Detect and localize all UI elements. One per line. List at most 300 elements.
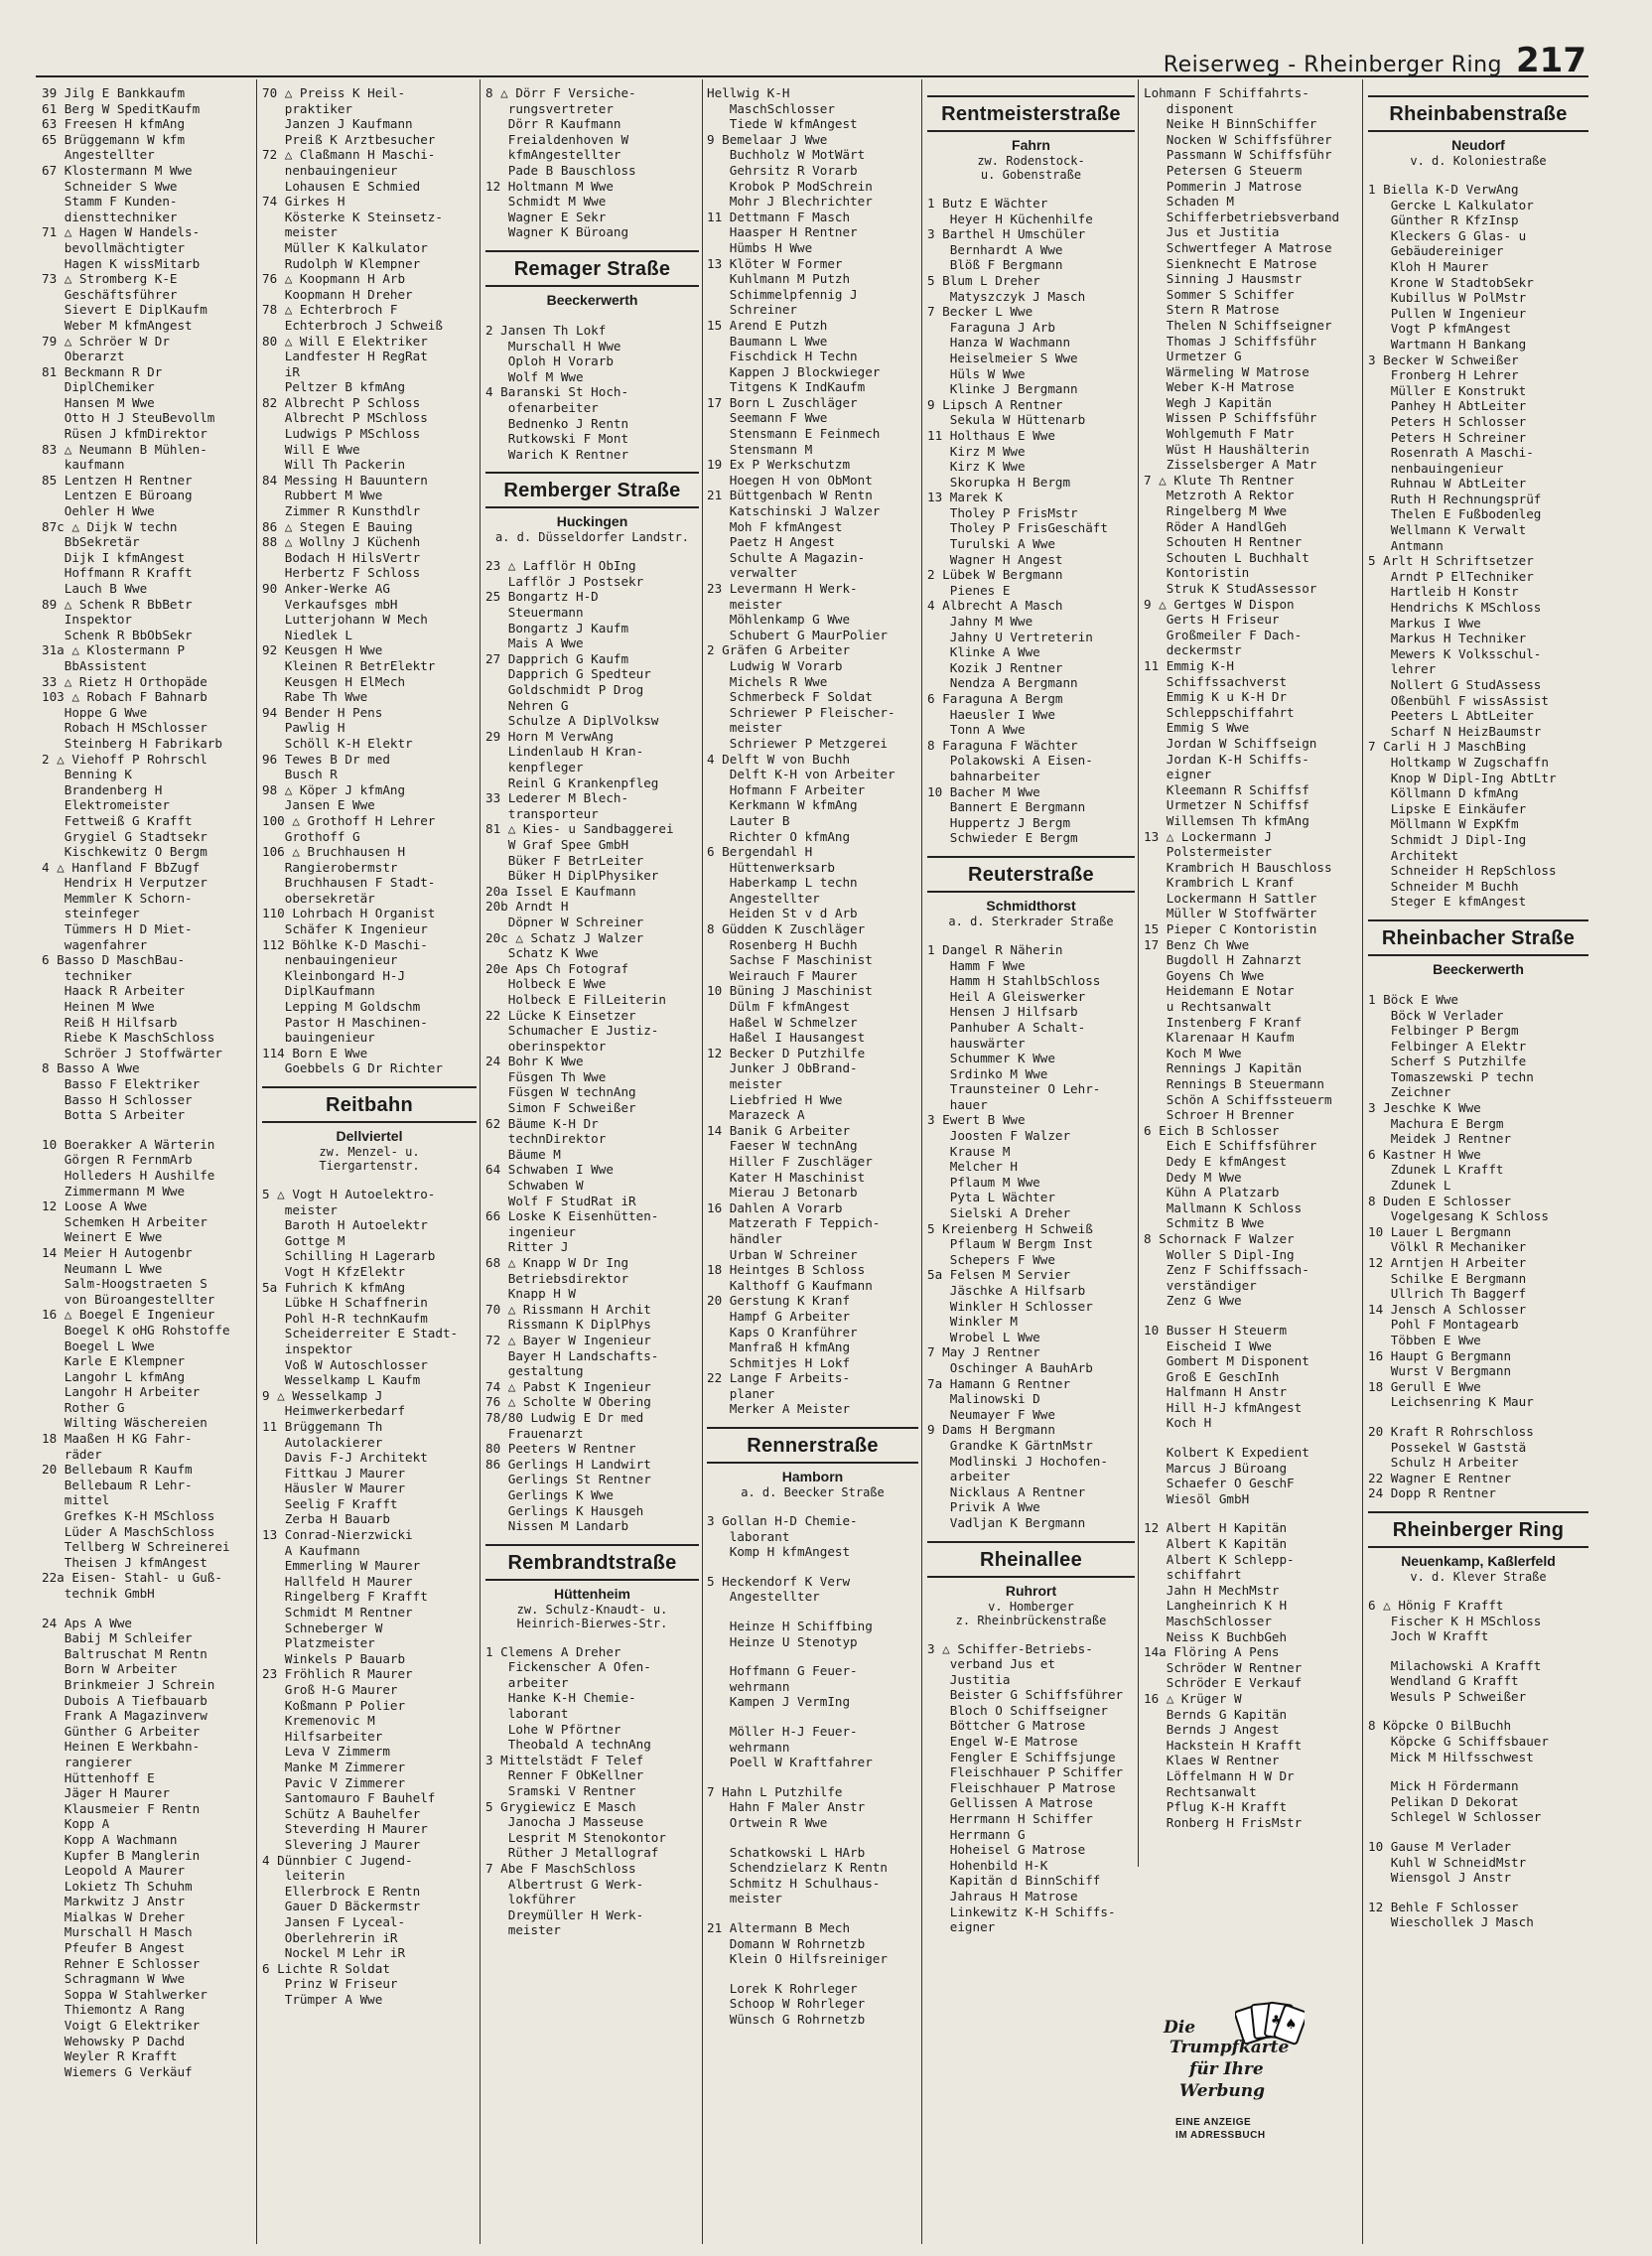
directory-entry: Autolackierer xyxy=(262,1434,383,1450)
directory-entry: 3 △ Schiffer-Betriebs- xyxy=(927,1640,1093,1656)
directory-entry: Hoegen H von ObMont xyxy=(707,472,873,488)
directory-entry: Trümper A Wwe xyxy=(262,1991,383,2007)
street-heading: Rheinberger Ring xyxy=(1368,1511,1588,1548)
directory-entry: 17 Benz Ch Wwe xyxy=(1144,936,1250,952)
directory-entry: Gombert M Disponent xyxy=(1144,1353,1309,1369)
directory-entry: Dedy M Wwe xyxy=(1144,1169,1242,1185)
directory-entry: Faeser W technAng xyxy=(707,1138,858,1154)
directory-entry: Schulze A DiplVolksw xyxy=(485,713,659,729)
district-name: Beeckerwerth xyxy=(546,291,638,308)
directory-entry: 8 Basso A Wwe xyxy=(42,1060,140,1076)
street-location-note: Tiergartenstr. xyxy=(319,1159,420,1173)
directory-entry: Jäger H Maurer xyxy=(42,1785,170,1801)
directory-entry: Lauch B Wwe xyxy=(42,581,148,596)
directory-entry: Steverding H Maurer xyxy=(262,1821,428,1837)
entry-spacer xyxy=(42,1602,254,1616)
directory-entry: Privik A Wwe xyxy=(927,1499,1040,1515)
directory-entry: Fettweiß G Krafft xyxy=(42,812,193,828)
directory-entry: Zisselsberger A Matr xyxy=(1144,457,1317,473)
directory-entry: 3 Becker W Schweißer xyxy=(1368,352,1519,367)
directory-entry: rungsvertreter xyxy=(485,100,614,116)
directory-entry: Lohausen E Schmied xyxy=(262,178,421,194)
directory-entry: Klausmeier F Rentn xyxy=(42,1800,201,1816)
directory-entry: Rosenrath A Maschi- xyxy=(1368,445,1534,461)
directory-entry: 2 △ Viehoff P Rohrschl xyxy=(42,751,207,767)
directory-entry: 92 Keusgen H Wwe xyxy=(262,642,383,658)
directory-entry: Schouten L Buchhalt xyxy=(1144,549,1309,565)
directory-entry: 7 △ Klute Th Rentner xyxy=(1144,472,1295,488)
directory-entry: 29 Horn M VerwAng xyxy=(485,728,614,744)
entry-spacer xyxy=(1368,978,1588,992)
directory-entry: Antmann xyxy=(1368,537,1444,553)
directory-entry: 79 △ Schröer W Dr xyxy=(42,333,170,349)
directory-entry: Döpner W Schreiner xyxy=(485,914,644,929)
district-name: Fahrn xyxy=(1012,137,1050,153)
directory-entry: 13 Conrad-Nierzwicki xyxy=(262,1527,413,1543)
directory-entry: Sommer S Schiffer xyxy=(1144,286,1295,302)
directory-entry: 24 Aps A Wwe xyxy=(42,1615,132,1630)
directory-entry: Melcher H xyxy=(927,1159,1018,1175)
directory-entry: Kirz K Wwe xyxy=(927,459,1026,475)
street-location-note: v. d. Koloniestraße xyxy=(1410,154,1547,168)
directory-entry: Kirz M Wwe xyxy=(927,443,1026,459)
directory-entry: Echterbroch J Schweiß xyxy=(262,317,443,333)
directory-entry: 1 Biella K-D VerwAng xyxy=(1368,182,1519,197)
directory-entry: Lübke H Schaffnerin xyxy=(262,1295,428,1311)
directory-entry: Krone W StadtobSekr xyxy=(1368,274,1534,290)
directory-entry: Dülm F kfmAngest xyxy=(707,999,851,1015)
directory-entry: Holbeck E FilLeiterin xyxy=(485,991,666,1007)
directory-entry: Rechtsanwalt xyxy=(1144,1783,1257,1799)
directory-entry: 5 Kreienberg H Schweiß xyxy=(927,1220,1093,1236)
directory-entry: Löffelmann H W Dr xyxy=(1144,1767,1295,1783)
directory-entry: Fittkau J Maurer xyxy=(262,1465,406,1480)
directory-entry: oberinspektor xyxy=(485,1038,607,1054)
directory-entry: 61 Berg W SpeditKaufm xyxy=(42,100,201,116)
directory-entry: Buchholz W MotWärt xyxy=(707,147,866,163)
directory-entry: iR xyxy=(262,363,300,379)
directory-entry: 12 Becker D Putzhilfe xyxy=(707,1045,866,1060)
directory-entry: Possekel W Gaststä xyxy=(1368,1439,1527,1455)
directory-column-6 xyxy=(1144,85,1358,2250)
directory-entry: Gauer D Bäckermstr xyxy=(262,1899,421,1914)
directory-entry: 72 △ Bayer W Ingenieur xyxy=(485,1332,651,1347)
district-name: Dellviertel xyxy=(336,1128,403,1144)
directory-entry: Wurst V Bergmann xyxy=(1368,1363,1512,1379)
directory-entry: Schilke E Bergmann xyxy=(1368,1270,1527,1286)
directory-entry: Markus H Techniker xyxy=(1368,631,1527,646)
directory-entry: Klein O Hilfsreiniger xyxy=(707,1951,888,1967)
directory-entry: Koßmann P Polier xyxy=(262,1697,406,1713)
directory-entry: Wesselkamp L Kaufm xyxy=(262,1372,421,1388)
directory-entry: Rennings J Kapitän xyxy=(1144,1060,1303,1076)
directory-entry: Urmetzer N Schiffsf xyxy=(1144,797,1309,813)
directory-entry: Scherf S Putzhilfe xyxy=(1368,1054,1527,1069)
street-heading: Remberger Straße xyxy=(485,472,699,508)
directory-entry: 27 Dapprich G Kaufm xyxy=(485,650,629,666)
directory-entry: Jus et Justitia xyxy=(1144,224,1280,240)
directory-entry: Stensmann M xyxy=(707,441,813,457)
directory-entry: Oßenbühl F wissAssist xyxy=(1368,692,1549,708)
directory-entry: Merker A Meister xyxy=(707,1401,851,1417)
directory-entry: Tholey P FrisGeschäft xyxy=(927,520,1108,536)
directory-entry: Mohr J Blechrichter xyxy=(707,194,873,210)
directory-entry: 6 Faraguna A Bergm xyxy=(927,691,1063,706)
directory-entry: Wieschollek J Masch xyxy=(1368,1914,1534,1930)
advertisement xyxy=(1150,1998,1316,2147)
directory-entry: 6 Eich B Schlosser xyxy=(1144,1122,1280,1138)
directory-entry: Koopmann H Dreher xyxy=(262,286,413,302)
directory-entry: 20e Aps Ch Fotograf xyxy=(485,960,629,976)
directory-entry: Mewers K Volksschul- xyxy=(1368,645,1542,661)
directory-entry: 3 Barthel H Umschüler xyxy=(927,226,1086,242)
directory-entry: 98 △ Köper J kfmAng xyxy=(262,781,406,797)
directory-entry: kfmAngestellter xyxy=(485,147,621,163)
directory-entry: 10 Bacher M Wwe xyxy=(927,783,1040,799)
directory-entry: Albert K Kapitän xyxy=(1144,1536,1288,1552)
directory-entry: Schmitz H Schulhaus- xyxy=(707,1875,881,1891)
directory-entry: leiterin xyxy=(262,1868,345,1884)
directory-entry: Theisen J kfmAngest xyxy=(42,1554,207,1570)
directory-entry: Rudolph W Klempner xyxy=(262,255,421,271)
directory-entry: 10 Boerakker A Wärterin xyxy=(42,1136,215,1152)
directory-entry: Wünsch G Rohrnetzb xyxy=(707,2011,866,2027)
directory-entry: Peters H Schreiner xyxy=(1368,429,1527,445)
directory-entry: Röder A HandlGeh xyxy=(1144,518,1288,534)
directory-entry: Gerlings K Hausgeh xyxy=(485,1502,644,1518)
directory-entry: 5a Fuhrich K kfmAng xyxy=(262,1279,406,1295)
directory-entry: Schemken H Arbeiter xyxy=(42,1213,207,1229)
directory-entry: 2 Jansen Th Lokf xyxy=(485,322,607,338)
directory-entry: 23 Fröhlich R Maurer xyxy=(262,1666,413,1682)
directory-entry: Baumann L Wwe xyxy=(707,333,828,349)
directory-entry: Schriewer P Fleischer- xyxy=(707,704,895,720)
directory-entry: Pienes E xyxy=(927,582,1011,598)
directory-entry: Schoop W Rohrleger xyxy=(707,1996,866,2012)
directory-entry: Albertrust G Werk- xyxy=(485,1876,644,1892)
directory-entry: Pohl H-R technKaufm xyxy=(262,1310,428,1326)
directory-entry: 7 Carli H J MaschBing xyxy=(1368,739,1527,755)
directory-entry: wagenfahrer xyxy=(42,936,148,952)
directory-entry: Bugdoll H Zahnarzt xyxy=(1144,952,1303,968)
directory-entry: meister xyxy=(707,596,782,612)
directory-entry: Sekula W Hüttenarb xyxy=(927,412,1086,428)
directory-entry: Jansen E Wwe xyxy=(262,797,375,813)
directory-entry: Wehowsky P Dachd xyxy=(42,2033,186,2048)
directory-entry: Frank A Magazinverw xyxy=(42,1708,207,1724)
directory-entry: gestaltung xyxy=(485,1363,584,1379)
directory-entry: Lesprit M Stenokontor xyxy=(485,1829,666,1845)
directory-entry: Steger E kfmAngest xyxy=(1368,894,1527,910)
directory-entry: Schaden M xyxy=(1144,194,1234,210)
directory-entry: Rüther J Metallograf xyxy=(485,1845,659,1861)
directory-entry: Meidek J Rentner xyxy=(1368,1131,1512,1147)
directory-entry: lokführer xyxy=(485,1892,576,1907)
directory-entry: Wissen P Schiffsführ xyxy=(1144,410,1317,426)
directory-entry: Dubois A Tiefbauarb xyxy=(42,1692,207,1708)
directory-entry: 13 △ Lockermann J xyxy=(1144,828,1272,844)
directory-entry: Klarenaar H Kaufm xyxy=(1144,1030,1295,1046)
directory-entry: 12 Behle F Schlosser xyxy=(1368,1899,1519,1914)
directory-entry: Oschinger A BauhArb xyxy=(927,1359,1093,1375)
directory-entry: Schulte A Magazin- xyxy=(707,549,866,565)
ad-line-1: Die xyxy=(1164,2018,1196,2038)
directory-entry: Schumacher E Justiz- xyxy=(485,1023,659,1039)
directory-entry: Langohr L kfmAng xyxy=(42,1368,186,1384)
directory-entry: Mais A Wwe xyxy=(485,635,584,651)
directory-entry: technik GmbH xyxy=(42,1586,155,1601)
directory-entry: Fronberg H Lehrer xyxy=(1368,367,1519,383)
directory-entry: transporteur xyxy=(485,805,599,821)
district-name: Neudorf xyxy=(1451,137,1505,153)
directory-entry: Kerkmann W kfmAng xyxy=(707,797,858,813)
directory-entry: 11 Dettmann F Masch xyxy=(707,209,851,224)
directory-entry: wehrmann xyxy=(707,1678,790,1694)
directory-entry: Marcus J Büroang xyxy=(1144,1460,1288,1476)
directory-entry: Herrmann H Schiffer xyxy=(927,1811,1093,1827)
directory-entry: steinfeger xyxy=(42,906,140,921)
entry-spacer xyxy=(927,182,1135,196)
directory-entry: Beister G Schiffsführer xyxy=(927,1687,1124,1703)
directory-entry: Niedlek L xyxy=(262,627,352,642)
directory-entry: Pyta L Wächter xyxy=(927,1190,1055,1205)
directory-entry: Pflug K-H Krafft xyxy=(1144,1799,1288,1815)
column-divider xyxy=(1362,79,1363,2244)
directory-entry: Kloh H Maurer xyxy=(1368,258,1489,274)
directory-entry: Görgen R FernmArb xyxy=(42,1152,193,1168)
directory-entry: von Büroangestellter xyxy=(42,1291,215,1307)
directory-entry: Marazeck A xyxy=(707,1107,805,1123)
district-name: Hamborn xyxy=(781,1469,844,1485)
directory-entry: Schröer J Stoffwärter xyxy=(42,1045,222,1060)
directory-entry: Landfester H RegRat xyxy=(262,349,428,364)
directory-entry: DiplChemiker xyxy=(42,379,155,395)
directory-entry: ingenieur xyxy=(485,1223,576,1239)
directory-entry: Markus I Wwe xyxy=(1368,615,1481,631)
directory-entry: Gerlings K Wwe xyxy=(485,1486,614,1502)
directory-entry: meister xyxy=(707,720,782,736)
directory-entry: nenbauingenieur xyxy=(262,162,398,178)
directory-entry: Hahn F Maler Anstr xyxy=(707,1799,866,1815)
street-location-note: a. d. Sterkrader Straße xyxy=(948,914,1114,928)
directory-entry: 9 Bemelaar J Wwe xyxy=(707,131,828,147)
directory-entry: Soppa W Stahlwerker xyxy=(42,1986,207,2002)
directory-entry: Seemann F Wwe xyxy=(707,410,828,426)
directory-entry: Jordan K-H Schiffs- xyxy=(1144,751,1309,767)
directory-entry: Fickenscher A Ofen- xyxy=(485,1659,651,1675)
directory-entry: Köllmann D kfmAng xyxy=(1368,785,1519,801)
directory-entry: Wolf M Wwe xyxy=(485,368,584,384)
directory-entry: Instenberg F Kranf xyxy=(1144,1014,1303,1030)
directory-entry: planer xyxy=(707,1385,775,1401)
directory-entry: Reiß H Hilfsarb xyxy=(42,1014,178,1030)
directory-entry: 9 Lipsch A Rentner xyxy=(927,396,1063,412)
directory-entry: 3 Mittelstädt F Telef xyxy=(485,1752,644,1767)
directory-entry: Joch W Krafft xyxy=(1368,1628,1489,1644)
directory-entry: Rutkowski F Mont xyxy=(485,431,629,447)
directory-entry: 81 △ Kies- u Sandbaggerei xyxy=(485,821,674,837)
directory-entry: Groß E GeschInh xyxy=(1144,1368,1280,1384)
directory-entry: 90 Anker-Werke AG xyxy=(262,581,390,596)
directory-entry: Lafflör J Postsekr xyxy=(485,573,644,589)
directory-entry: Nollert G StudAssess xyxy=(1368,677,1542,692)
directory-entry: Brinkmeier J Schrein xyxy=(42,1676,215,1692)
directory-entry: Krobok P ModSchrein xyxy=(707,178,873,194)
directory-entry: Klinke J Bergmann xyxy=(927,381,1078,397)
directory-entry: Schleppschiffahrt xyxy=(1144,704,1295,720)
directory-entry: Peltzer B kfmAng xyxy=(262,379,406,395)
directory-entry: Tonn A Wwe xyxy=(927,722,1026,738)
directory-entry: 18 Maaßen H KG Fahr- xyxy=(42,1431,193,1447)
directory-entry: Schimmelpfennig J xyxy=(707,286,858,302)
directory-entry: Hallfeld H Maurer xyxy=(262,1573,413,1589)
directory-entry: Polakowski A Eisen- xyxy=(927,753,1093,769)
directory-entry: Gellissen A Matrose xyxy=(927,1795,1093,1811)
directory-entry: Klinke A Wwe xyxy=(927,644,1040,660)
directory-entry: Vogt P kfmAngest xyxy=(1368,321,1512,337)
directory-entry: Botta S Arbeiter xyxy=(42,1107,186,1123)
column-divider xyxy=(256,79,257,2244)
directory-entry: Hüttenwerksarb xyxy=(707,859,835,875)
directory-entry: 23 Levermann H Werk- xyxy=(707,581,858,596)
directory-entry: Schneider M Buchh xyxy=(1368,878,1519,894)
directory-entry: Weber K-H Matrose xyxy=(1144,379,1295,395)
column-divider xyxy=(921,79,922,2244)
directory-entry: Inspektor xyxy=(42,612,132,628)
directory-entry: 100 △ Grothoff H Lehrer xyxy=(262,812,436,828)
entry-spacer xyxy=(1144,1309,1358,1323)
directory-entry: 74 Girkes H xyxy=(262,194,345,210)
directory-entry: Goebbels G Dr Richter xyxy=(262,1060,443,1076)
directory-entry: Wagner H Angest xyxy=(927,551,1063,567)
directory-entry: meister xyxy=(485,1922,561,1938)
directory-entry: Zeichner xyxy=(1368,1084,1451,1100)
directory-entry: Peeters L AbtLeiter xyxy=(1368,708,1534,724)
directory-entry: Schummer K Wwe xyxy=(927,1051,1055,1066)
directory-entry: 89 △ Schenk R BbBetr xyxy=(42,596,193,612)
directory-entry: Heimwerkerbedarf xyxy=(262,1403,406,1419)
directory-entry: Hoheisel G Matrose xyxy=(927,1842,1086,1858)
directory-entry: 67 Klostermann M Wwe xyxy=(42,162,193,178)
directory-entry: Rehner E Schlosser xyxy=(42,1955,201,1971)
directory-entry: Rosenberg H Buchh xyxy=(707,936,858,952)
directory-entry: Oploh H Vorarb xyxy=(485,353,614,369)
directory-entry: 80 Peeters W Rentner xyxy=(485,1441,636,1457)
directory-entry: Dörr R Kaufmann xyxy=(485,116,621,132)
directory-entry: Babij M Schleifer xyxy=(42,1630,193,1646)
directory-entry: Fengler E Schiffsjunge xyxy=(927,1749,1116,1764)
directory-entry: 87c △ Dijk W techn xyxy=(42,518,178,534)
directory-entry: 76 △ Koopmann H Arb xyxy=(262,271,406,287)
directory-entry: 4 Albrecht A Masch xyxy=(927,598,1063,614)
directory-entry: Ludwigs P MSchloss xyxy=(262,426,421,442)
directory-entry: BbSekretär xyxy=(42,534,140,550)
directory-entry: Thelen N Schiffseigner xyxy=(1144,317,1332,333)
directory-entry: Haberkamp L techn xyxy=(707,875,858,891)
directory-entry: hauswärter xyxy=(927,1035,1026,1051)
directory-entry: Weirauch F Maurer xyxy=(707,967,858,983)
directory-entry: Tiede W kfmAngest xyxy=(707,116,858,132)
directory-entry: Verkaufsges mbH xyxy=(262,596,398,612)
directory-entry: Keusgen H ElMech xyxy=(262,673,406,689)
directory-entry: Woller S Dipl-Ing xyxy=(1144,1246,1295,1262)
directory-entry: obersekretär xyxy=(262,890,375,906)
directory-entry: Schmidt M Rentner xyxy=(262,1605,413,1621)
column-divider xyxy=(480,79,481,2244)
directory-entry: Rubbert M Wwe xyxy=(262,488,383,503)
svg-text:♣: ♣ xyxy=(1271,2013,1282,2027)
directory-entry: 8 Schornack F Walzer xyxy=(1144,1230,1295,1246)
directory-entry: Schneider H RepSchloss xyxy=(1368,863,1557,879)
directory-entry: Busch R xyxy=(262,767,338,782)
directory-entry: Kozik J Rentner xyxy=(927,659,1063,675)
directory-entry: Simon F Schweißer xyxy=(485,1100,636,1116)
directory-entry: Schroer H Brenner xyxy=(1144,1107,1295,1123)
directory-entry: Justitia xyxy=(927,1671,1011,1687)
directory-entry: 8 △ Dörr F Versiche- xyxy=(485,85,636,100)
directory-entry: 8 Güdden K Zuschläger xyxy=(707,921,866,937)
directory-entry: 5 Blum L Dreher xyxy=(927,272,1040,288)
directory-entry: 10 Lauer L Bergmann xyxy=(1368,1223,1512,1239)
directory-entry: 12 Holtmann M Wwe xyxy=(485,178,614,194)
directory-entry: inspektor xyxy=(262,1340,352,1356)
directory-entry: Rangierobermstr xyxy=(262,859,398,875)
directory-entry: DiplKaufmann xyxy=(262,983,375,999)
directory-entry: Wesuls P Schweißer xyxy=(1368,1688,1527,1704)
page-number: 217 xyxy=(1516,41,1586,80)
street-heading: Reuterstraße xyxy=(927,856,1135,893)
directory-entry: Passmann W Schiffsführ xyxy=(1144,147,1332,163)
directory-entry: Rother G xyxy=(42,1399,125,1415)
directory-entry: 4 △ Hanfland F BbZugf xyxy=(42,859,201,875)
directory-entry: Ullrich Th Baggerf xyxy=(1368,1286,1527,1302)
directory-entry: Holtkamp W Zugschaffn xyxy=(1368,754,1549,770)
directory-entry: Kaps O Kranführer xyxy=(707,1324,858,1340)
directory-entry: Fleischhauer P Schiffer xyxy=(927,1764,1124,1780)
directory-entry: Böck W Verlader xyxy=(1368,1007,1504,1023)
directory-entry: laborant xyxy=(707,1528,790,1544)
directory-entry: Hoffmann R Krafft xyxy=(42,565,193,581)
directory-entry: mittel xyxy=(42,1492,110,1508)
directory-entry: Born W Arbeiter xyxy=(42,1661,178,1677)
street-heading: Remager Straße xyxy=(485,250,699,287)
directory-entry: Tomaszewski P techn xyxy=(1368,1068,1534,1084)
directory-entry: Wiesöl GmbH xyxy=(1144,1490,1250,1506)
directory-entry: Jahny M Wwe xyxy=(927,614,1033,630)
directory-entry: Nehren G xyxy=(485,697,569,713)
directory-entry: Zenz G Wwe xyxy=(1144,1293,1242,1309)
directory-entry: 13 Marek K xyxy=(927,490,1003,505)
directory-entry: Heinze H Schiffbing xyxy=(707,1619,873,1634)
directory-entry: Brandenberg H xyxy=(42,781,163,797)
directory-entry: 7a Hamann G Rentner xyxy=(927,1375,1071,1391)
directory-entry: Engel W-E Matrose xyxy=(927,1734,1078,1750)
directory-entry: laborant xyxy=(485,1706,569,1722)
directory-entry: 11 Brüggemann Th xyxy=(262,1418,383,1434)
directory-entry: Hensen J Hilfsarb xyxy=(927,1004,1078,1020)
directory-entry: Schmidt M Wwe xyxy=(485,194,607,210)
directory-entry: Karle E Klempner xyxy=(42,1353,186,1369)
directory-entry: Vogt H KfzElektr xyxy=(262,1263,406,1279)
directory-entry: Stamm F Kunden- xyxy=(42,194,178,210)
directory-entry: Sramski V Rentner xyxy=(485,1783,636,1799)
directory-entry: Heiselmeier S Wwe xyxy=(927,350,1078,365)
street-location-note: a. d. Beecker Straße xyxy=(741,1485,885,1500)
directory-entry: 22a Eisen- Stahl- u Guß- xyxy=(42,1570,222,1586)
directory-entry: Metzroth A Rektor xyxy=(1144,488,1295,503)
directory-entry: Böttcher G Matrose xyxy=(927,1718,1086,1734)
directory-entry: Bodach H HilsVertr xyxy=(262,549,421,565)
